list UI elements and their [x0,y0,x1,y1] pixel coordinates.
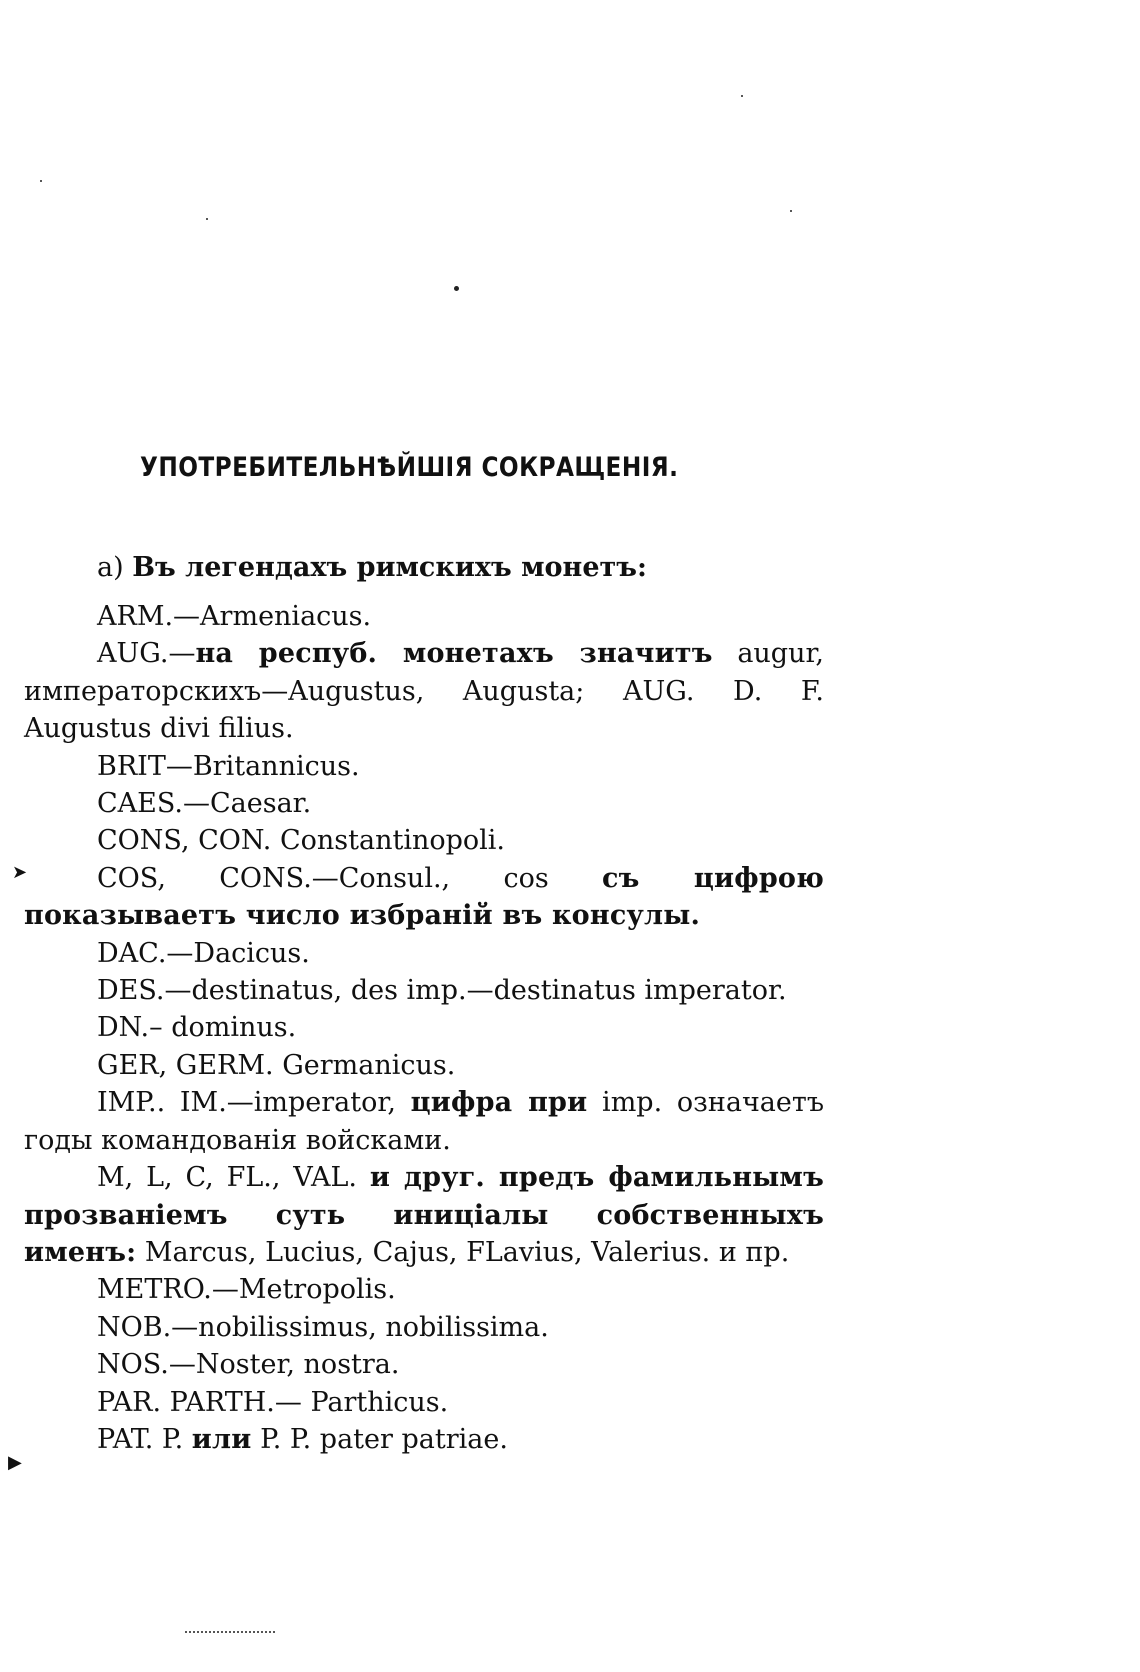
list-item: NOB.—nobilissimus, nobilissima. [97,1311,549,1343]
list-item: PAT. P. или P. P. pater patriae. [97,1423,508,1455]
list-item: NOS.—Noster, nostra. [97,1349,400,1381]
list-item: IMP.. IM.—imperator, цифра при imp. означаетъ годы командованія войсками. [24,1087,824,1156]
list-item: M, L, C, FL., VAL. и друг. предъ фамильнымъ прозваніемъ суть иниціалы собственныхъ именъ: Marcus, Lucius, Cajus, FLavius, Valerius. и пр. [24,1162,824,1268]
list-item: DN.– dominus. [97,1012,297,1044]
margin-arrow-icon: ▶ [8,1452,22,1473]
scan-speck [741,95,743,97]
page-title: УПОТРЕБИТЕЛЬНѢЙШІЯ СОКРАЩЕНІЯ. [140,452,679,483]
list-item: PAR. PARTH.— Parthicus. [97,1386,449,1418]
list-item: AUG.—на респуб. монетахъ значитъ augur, императорскихъ—Augustus, Augusta; AUG. D. F. Augustus divi filius. [24,638,824,745]
list-item: BRIT—Britannicus. [97,750,360,782]
scan-speck [790,210,792,212]
footer-rule [185,1631,275,1636]
list-item: GER, GERM. Germanicus. [97,1049,456,1081]
list-item: CAES.—Caesar. [97,788,312,820]
scan-speck [206,218,208,220]
scan-speck [454,286,459,291]
scan-speck [40,180,42,182]
list-item: COS, CONS.—Consul., cos съ цифрою показываетъ число избраній въ консулы. [24,862,825,932]
margin-arrow-icon: ➤ [12,862,28,883]
list-item: METRO.—Metropolis. [97,1274,396,1306]
list-item: ARM.—Armeniacus. [97,601,372,632]
list-item: CONS, CON. Constantinopoli. [97,825,505,857]
section-marker: а) [97,552,124,583]
section-title-text: Въ легендахъ римскихъ монетъ: [132,552,647,583]
list-item: DES.—destinatus, des imp.—destinatus imperator. [97,975,787,1007]
list-item: DAC.—Dacicus. [97,937,310,969]
section-heading [97,552,647,583]
abbreviation-list [24,598,824,1458]
